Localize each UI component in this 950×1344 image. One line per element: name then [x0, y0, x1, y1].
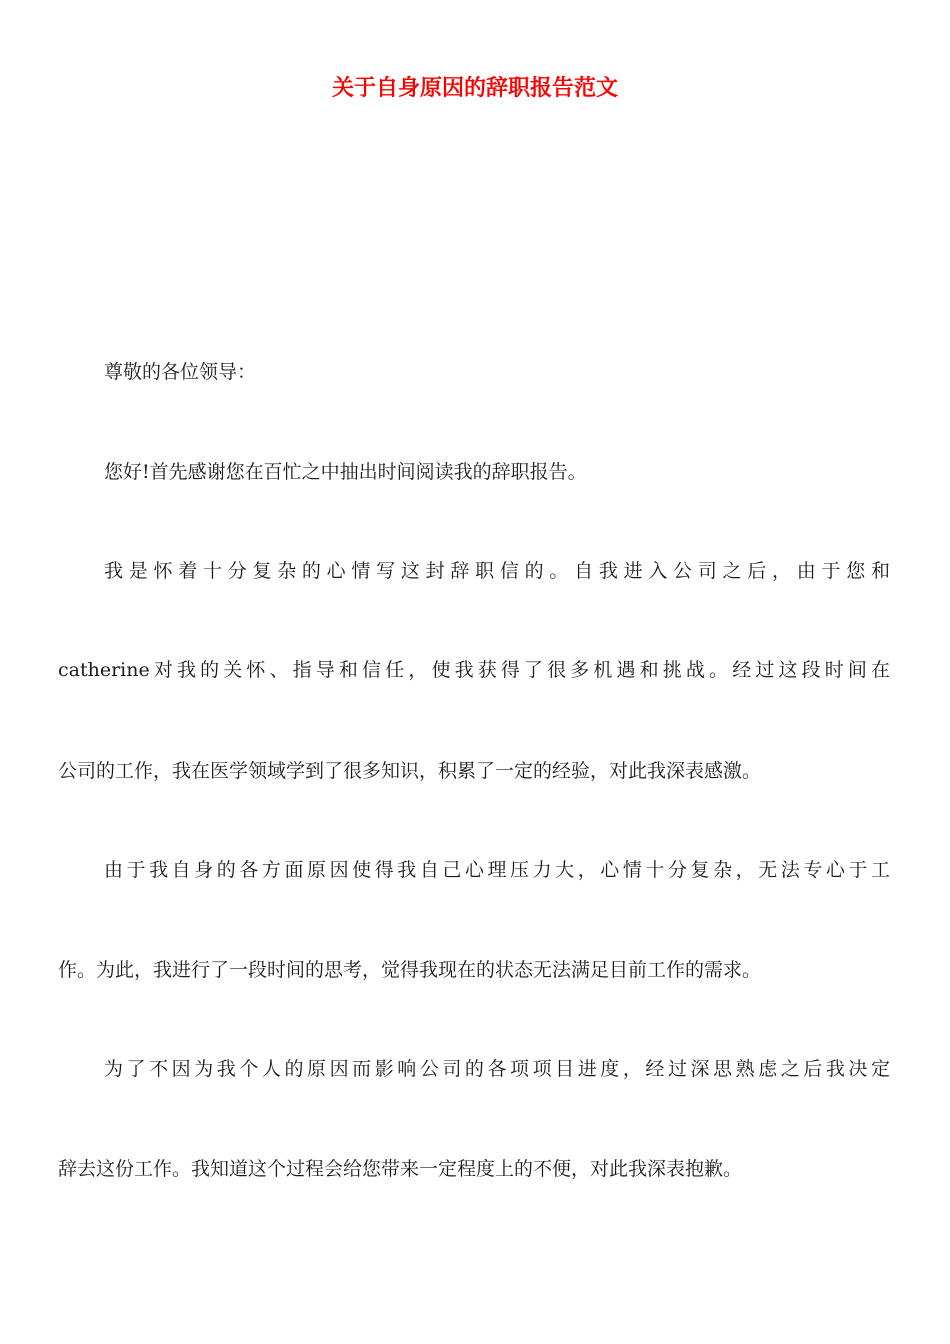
greeting-line: 尊敬的各位领导： [104, 361, 257, 383]
paragraph-line-6: 作。为此，我进行了一段时间的思考，觉得我现在的状态无法满足目前工作的需求。 [58, 959, 762, 981]
paragraph-line-4: 公司的工作，我在医学领域学到了很多知识，积累了一定的经验，对此我深表感激。 [58, 760, 762, 782]
paragraph-line-5: 由于我自身的各方面原因使得我自己心理压力大，心情十分复杂，无法专心于工 [104, 859, 890, 881]
document-title: 关于自身原因的辞职报告范文 [331, 76, 618, 101]
paragraph-line-3: catherine对我的关怀、指导和信任，使我获得了很多机遇和挑战。经过这段时间在 [58, 659, 890, 681]
paragraph-line-8: 辞去这份工作。我知道这个过程会给您带来一定程度上的不便，对此我深表抱歉。 [58, 1158, 743, 1180]
paragraph-line-1: 您好!首先感谢您在百忙之中抽出时间阅读我的辞职报告。 [104, 461, 587, 483]
paragraph-line-2: 我是怀着十分复杂的心情写这封辞职信的。自我进入公司之后，由于您和 [104, 560, 890, 582]
paragraph-line-7: 为了不因为我个人的原因而影响公司的各项项目进度，经过深思熟虑之后我决定 [104, 1058, 890, 1080]
